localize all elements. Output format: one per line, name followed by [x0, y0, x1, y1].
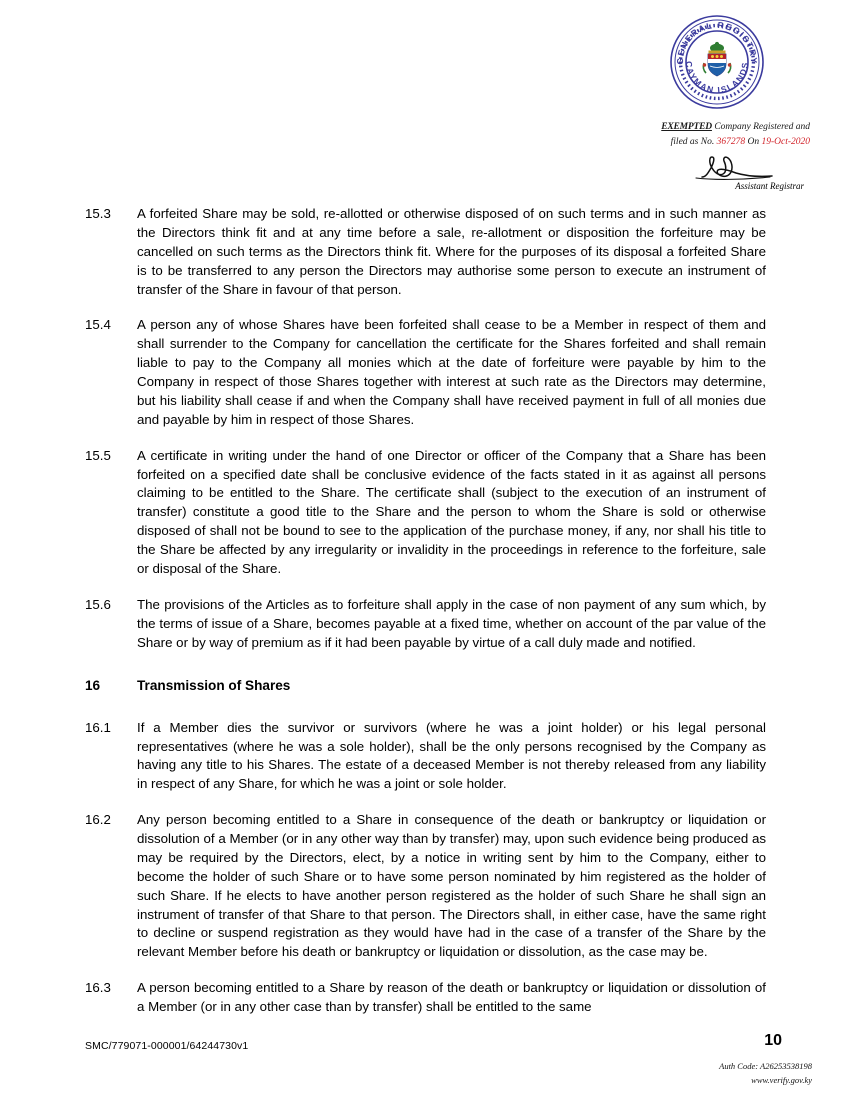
- section-heading-16: [85, 676, 766, 695]
- clause-text: A forfeited Share may be sold, re-allotted or otherwise disposed of on such terms and in such manner as the Directors think fit and at any time before a sale, re-allotment or disposition the forfeiture may be cancelled on such terms as the Directors think fit. Where for the purposes of its disposal a forfeited Share is to be transferred to any person the Directors may authorise some person to execute an instrument of transfer of the Share in favour of that person.: [137, 206, 766, 297]
- clause-15-6: [85, 596, 766, 653]
- stamp-registered-text: Company Registered and: [711, 122, 810, 132]
- clause-16-3: [85, 979, 766, 1017]
- clause-number: 16.3: [85, 980, 111, 996]
- auth-code: Auth Code: A26253538198: [719, 1061, 812, 1071]
- clause-number: 15.3: [85, 206, 111, 221]
- stamp-filed-line: [622, 135, 812, 150]
- clause-number: 15.5: [85, 447, 111, 463]
- document-reference: SMC/779071-000001/64244730v1: [85, 1040, 249, 1052]
- svg-text:GENERAL REGISTRY: GENERAL REGISTRY: [674, 19, 760, 65]
- section-number: 16: [85, 678, 101, 694]
- stamp-filed-prefix: filed as No.: [670, 136, 717, 147]
- verification-block: [719, 1060, 812, 1087]
- stamp-filed-date: 19-Oct-2020: [761, 136, 810, 147]
- document-body: [85, 205, 766, 1034]
- clause-15-5: [85, 447, 766, 579]
- clause-text: A person becoming entitled to a Share by reason of the death or bankruptcy or liquidation or dissolution of a Member (or in any other case than by transfer) shall be entitled to the same: [137, 980, 766, 1015]
- clause-15-3: [85, 205, 766, 299]
- verify-url: www.verify.gov.ky: [751, 1074, 812, 1085]
- assistant-registrar-label: Assistant Registrar: [735, 181, 804, 192]
- clause-number: 15.6: [85, 596, 111, 612]
- clause-number: 15.4: [85, 317, 111, 333]
- clause-text: A certificate in writing under the hand of one Director or officer of the Company that a Share has been forfeited on a specified date shall be conclusive evidence of the facts stated in it as against all persons claiming to be entitled to the Share. The certificate shall (subject to the execution of an instrument of transfer) constitute a good title to the Share and the person to whom the Share is sold or otherwise disposed of shall not be bound to see to the application of the purchase money, if any, nor shall his title to the Share be affected by any irregularity or invalidity in the proceedings in reference to the forfeiture, sale or disposal of the Share.: [137, 447, 766, 576]
- clause-text: Any person becoming entitled to a Share in consequence of the death or bankruptcy or liquidation or dissolution of a Member (or in any other way than by transfer) may, upon such evidence being produced as may be required by the Directors, elect, by a notice in writing sent by him to the Company, either to become the holder of such Share or to have some person nominated by him registered as the holder of such Share. If he elects to have another person registered as the holder of such Share he shall sign an instrument of transfer of that Share to that person. The Directors shall, in either case, have the same right to decline or suspend registration as they would have had in the case of a transfer of the Share by the relevant Member before his death or bankruptcy or liquidation or dissolution, as the case may be.: [137, 812, 766, 960]
- svg-text:CAYMAN ISLANDS: CAYMAN ISLANDS: [683, 60, 751, 96]
- registry-stamp-block: [622, 14, 812, 191]
- stamp-filed-on: On: [745, 136, 762, 147]
- clause-16-1: [85, 719, 766, 795]
- clause-number: 16.1: [85, 719, 111, 735]
- section-title: Transmission of Shares: [137, 678, 291, 694]
- clause-text: A person any of whose Shares have been forfeited shall cease to be a Member in respect of them and shall surrender to the Company for cancellation the certificate for the Shares forfeited and shall remain liable to pay to the Company all monies which at the date of forfeiture were payable by him to the Company in respect of those Shares together with interest at such rate as the Directors may determine, but his liability shall cease if and when the Company shall have received payment in full of all monies due and payable by him in respect of those Shares.: [137, 317, 766, 427]
- general-registry-seal: [669, 14, 765, 110]
- clause-text: The provisions of the Articles as to forfeiture shall apply in the case of non payment of any sum which, by the terms of issue of a Share, becomes payable at a fixed time, whether on account of the par value of the Share or by way of premium as if it had been payable by virtue of a call duly made and notified.: [137, 596, 766, 650]
- clause-16-2: [85, 811, 766, 962]
- page-number: 10: [764, 1032, 782, 1049]
- stamp-filed-number: 367278: [716, 136, 746, 147]
- stamp-registered-line: [622, 120, 812, 135]
- stamp-exempted-label: EXEMPTED: [661, 122, 712, 132]
- clause-15-4: [85, 316, 766, 429]
- clause-number: 16.2: [85, 812, 111, 828]
- registrar-signature: [622, 153, 812, 183]
- clause-text: If a Member dies the survivor or survivors (where he was a joint holder) or his legal personal representatives (where he was a sole holder), shall be the only persons recognised by the Company as having any title to his Shares. The estate of a deceased Member is not thereby released from any liability in respect of any Share, for which he was a joint or sole holder.: [137, 719, 766, 792]
